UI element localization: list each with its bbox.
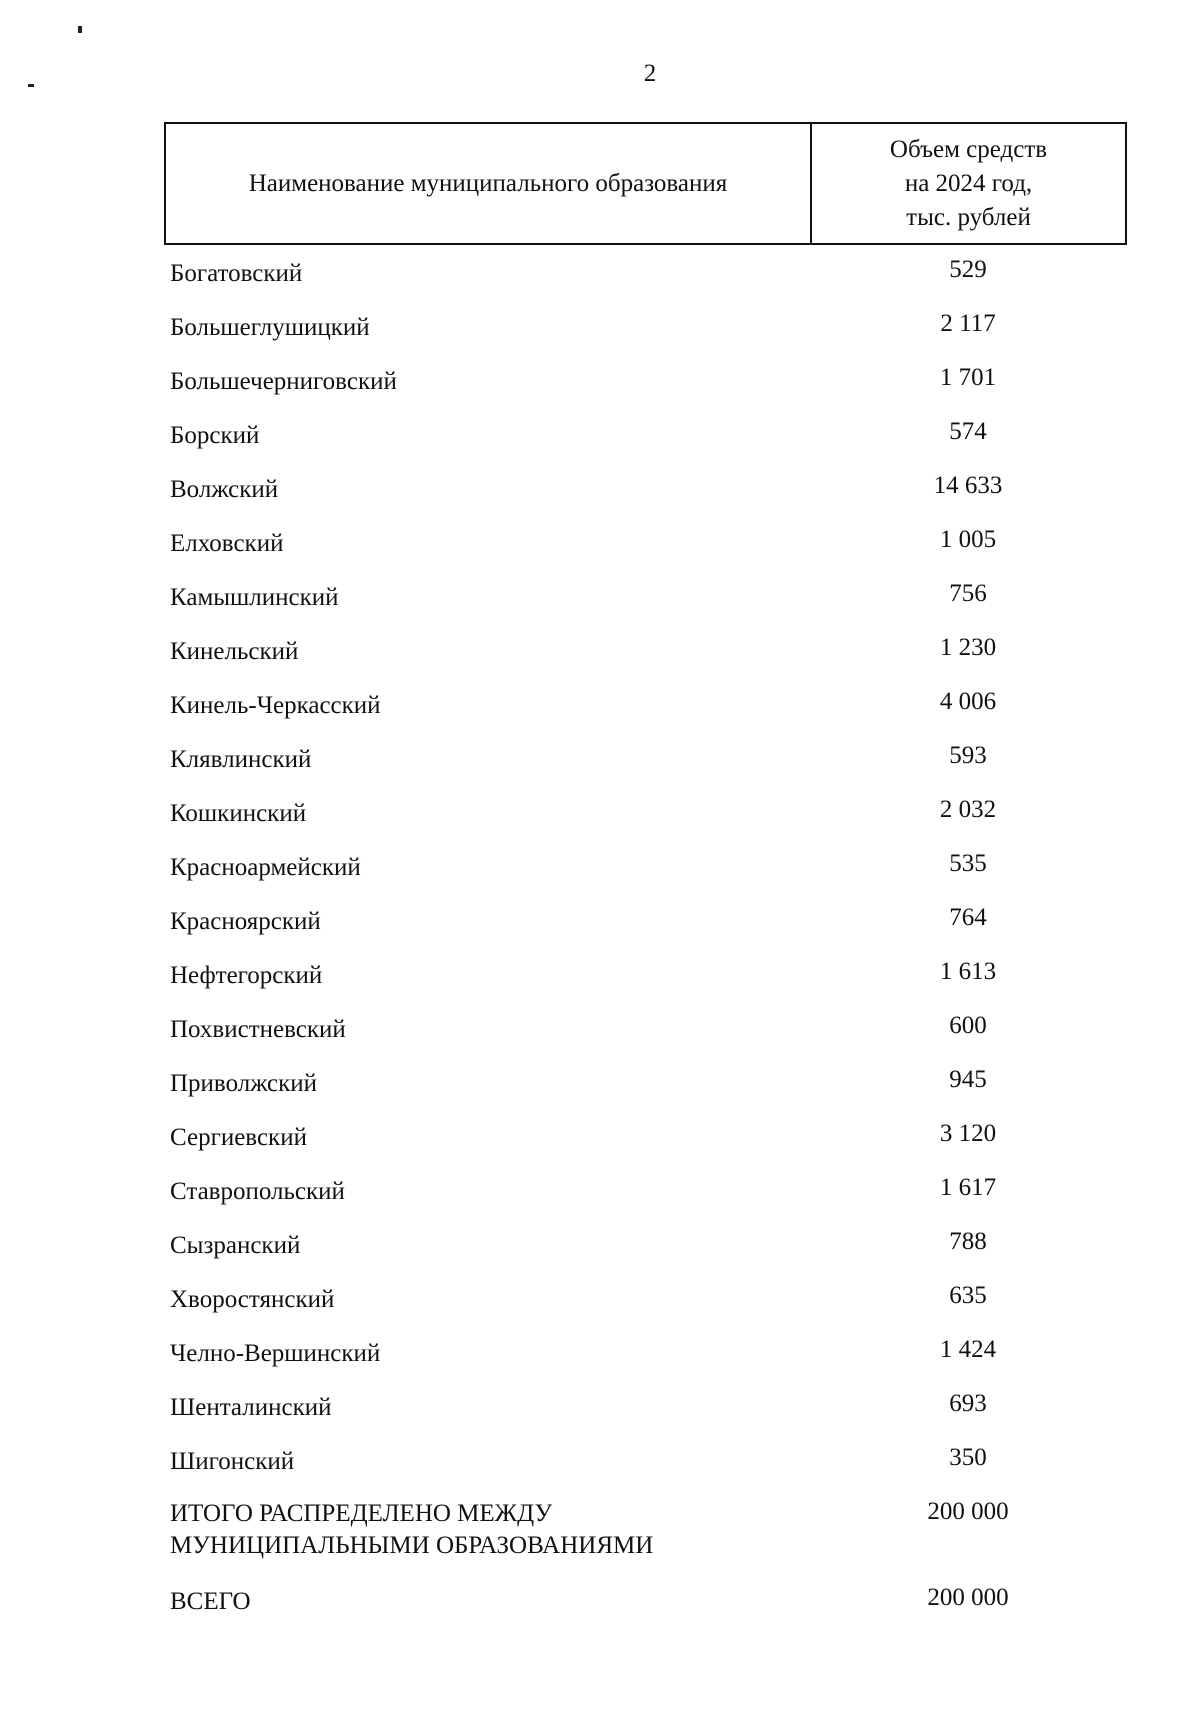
amount-value: 1 613: [939, 958, 997, 985]
municipality-name: Богатовский: [170, 260, 303, 287]
amount-value: 788: [949, 1228, 987, 1255]
amount-value: 945: [949, 1066, 987, 1093]
amount-value: 535: [949, 850, 987, 877]
amount-value: 3 120: [939, 1120, 997, 1147]
total-distributed-row: [0, 1498, 1200, 1584]
table-row: [0, 256, 1200, 310]
column-header-name: Наименование муниципального образования: [166, 124, 812, 243]
total-distributed-label-line: МУНИЦИПАЛЬНЫМИ ОБРАЗОВАНИЯМИ: [170, 1532, 654, 1559]
amount-value: 1 230: [939, 634, 997, 661]
amount-value: 593: [949, 742, 987, 769]
table-row: [0, 850, 1200, 904]
table-row: [0, 1282, 1200, 1336]
amount-value: 756: [949, 580, 987, 607]
table-row: [0, 472, 1200, 526]
table-row: [0, 1228, 1200, 1282]
municipality-name: Красноярский: [170, 908, 321, 935]
table-row: [0, 526, 1200, 580]
scan-mark: [78, 26, 82, 33]
table-row: [0, 580, 1200, 634]
table-row: [0, 1066, 1200, 1120]
table-row: [0, 310, 1200, 364]
grand-total-value: 200 000: [927, 1584, 1009, 1611]
amount-value: 635: [949, 1282, 987, 1309]
municipality-name: Кинель-Черкасский: [170, 692, 381, 719]
amount-value: 600: [949, 1012, 987, 1039]
total-distributed-label-line: ИТОГО РАСПРЕДЕЛЕНО МЕЖДУ: [170, 1500, 553, 1527]
municipality-name: Волжский: [170, 476, 279, 503]
municipality-name: Сергиевский: [170, 1124, 307, 1151]
municipality-name: Большеглушицкий: [170, 314, 370, 341]
amount-value: 2 032: [939, 796, 997, 823]
header-amount-line: тыс. рублей: [906, 203, 1031, 231]
municipality-name: Большечерниговский: [170, 368, 397, 395]
grand-total-label: ВСЕГО: [170, 1588, 251, 1615]
amount-value: 764: [949, 904, 987, 931]
amount-value: 4 006: [939, 688, 997, 715]
amount-value: 1 701: [939, 364, 997, 391]
header-amount-line: на 2024 год,: [904, 169, 1033, 197]
municipality-name: Похвистневский: [170, 1016, 346, 1043]
amount-value: 1 005: [939, 526, 997, 553]
table-row: [0, 418, 1200, 472]
amount-value: 14 633: [933, 472, 1003, 499]
municipality-name: Приволжский: [170, 1070, 318, 1097]
table-row: [0, 1174, 1200, 1228]
municipality-name: Хворостянский: [170, 1286, 335, 1313]
page-number: 2: [643, 60, 657, 87]
table-row: [0, 634, 1200, 688]
table-row: [0, 742, 1200, 796]
grand-total-row: [0, 1584, 1200, 1638]
amount-value: 2 117: [940, 310, 996, 337]
municipality-name: Клявлинский: [170, 746, 312, 773]
municipality-name: Ставропольский: [170, 1178, 345, 1205]
table-row: [0, 364, 1200, 418]
table-row: [0, 688, 1200, 742]
amount-value: 1 617: [939, 1174, 997, 1201]
municipality-name: Елховский: [170, 530, 284, 557]
header-amount-line: Объем средств: [889, 135, 1048, 163]
municipality-name: Нефтегорский: [170, 962, 323, 989]
municipality-name: Кинельский: [170, 638, 299, 665]
total-distributed-value: 200 000: [927, 1498, 1009, 1525]
total-distributed-label: [170, 1498, 653, 1562]
table-row: [0, 1336, 1200, 1390]
table-row: [0, 1390, 1200, 1444]
table-header: [164, 122, 1127, 245]
table-row: [0, 1012, 1200, 1066]
amount-value: 693: [949, 1390, 987, 1417]
amount-value: 1 424: [939, 1336, 997, 1363]
municipality-name: Шенталинский: [170, 1394, 332, 1421]
table-row: [0, 1120, 1200, 1174]
municipality-name: Красноармейский: [170, 854, 361, 881]
municipality-name: Челно-Вершинский: [170, 1340, 381, 1367]
table-body: [0, 256, 1200, 1638]
municipality-name: Борский: [170, 422, 260, 449]
municipality-name: Шигонский: [170, 1448, 295, 1475]
amount-value: 529: [949, 256, 987, 283]
amount-value: 574: [949, 418, 987, 445]
municipality-name: Сызранский: [170, 1232, 301, 1259]
amount-value: 350: [949, 1444, 987, 1471]
table-row: [0, 1444, 1200, 1498]
table-row: [0, 796, 1200, 850]
table-row: [0, 904, 1200, 958]
municipality-name: Камышлинский: [170, 584, 339, 611]
table-row: [0, 958, 1200, 1012]
column-header-amount: [812, 124, 1125, 243]
municipality-name: Кошкинский: [170, 800, 307, 827]
